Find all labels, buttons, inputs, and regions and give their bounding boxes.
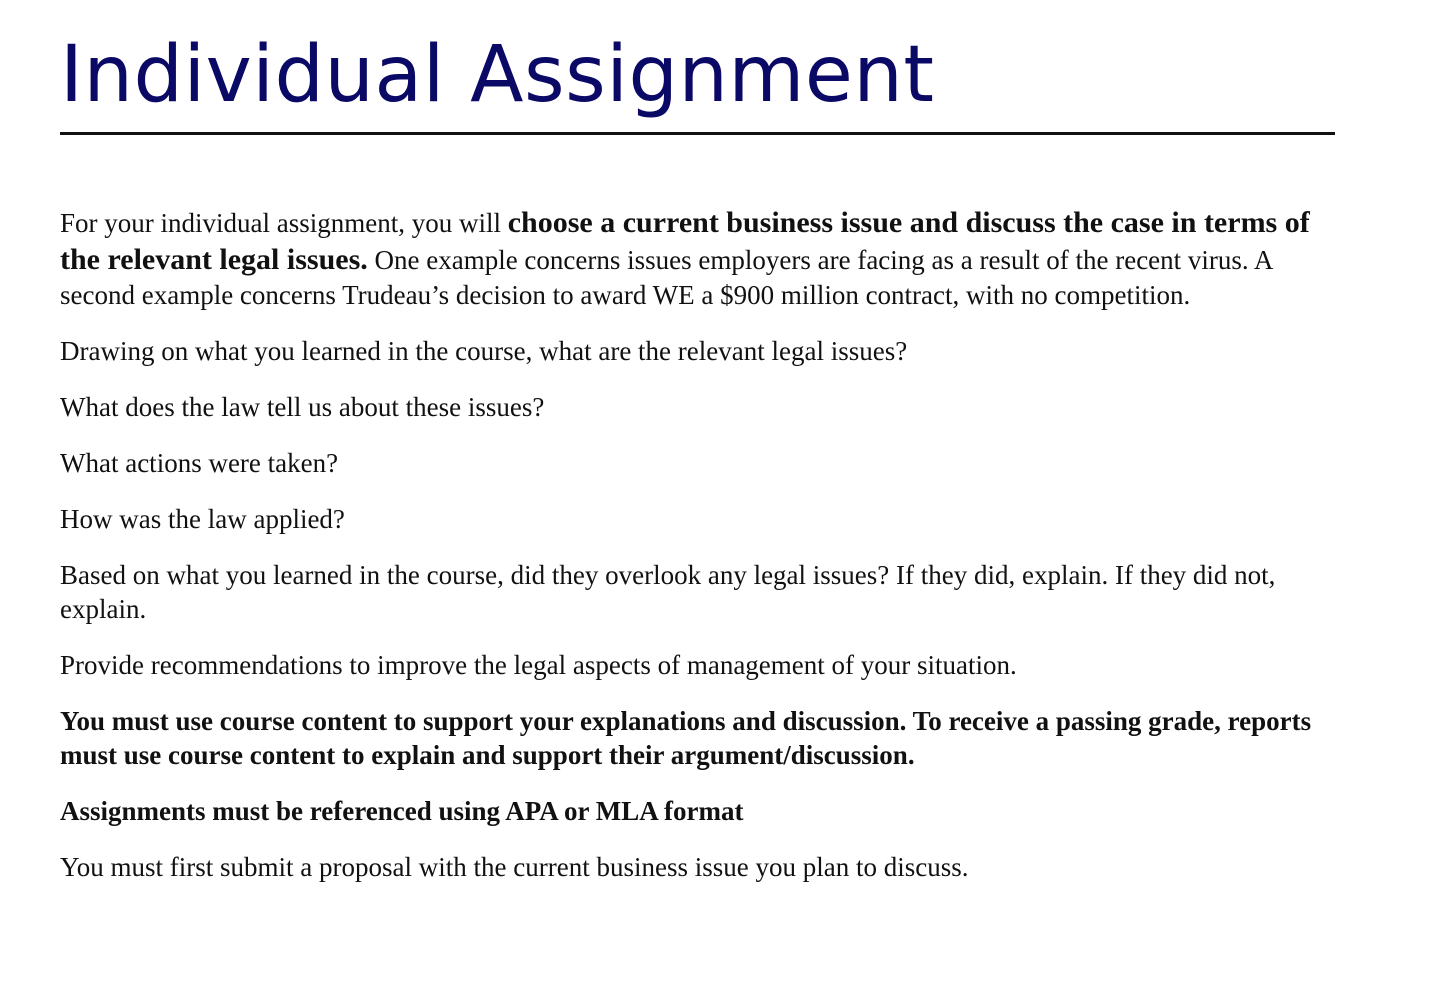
intro-emphasis: choose a current business issue and discuss the case in terms of the relevant legal issues. (60, 206, 1310, 276)
question-actions-taken: What actions were taken? (60, 448, 339, 478)
page-title: Individual Assignment (60, 30, 935, 120)
question-law-applied: How was the law applied? (60, 504, 345, 534)
title-divider (60, 132, 1335, 135)
intro-rest: One example concerns issues employers are facing as a result of the recent virus. A second example concerns Trudeau’s decision to award WE a $900 million contract, with no competition. (60, 245, 1272, 310)
submission-note: You must first submit a proposal with the current business issue you plan to discuss. (60, 852, 969, 882)
intro-lead: For your individual assignment, you will (60, 208, 508, 238)
intro-paragraph (60, 204, 1340, 312)
question-relevant-issues: Drawing on what you learned in the course, what are the relevant legal issues? (60, 336, 908, 366)
requirement-course-content: You must use course content to support your explanations and discussion. To receive a passing grade, reports must use course content to explain and support their argument/discussion. (60, 706, 1312, 770)
question-recommendations: Provide recommendations to improve the legal aspects of management of your situation. (60, 650, 1017, 680)
question-law-tells: What does the law tell us about these issues? (60, 392, 545, 422)
question-overlooked-issues: Based on what you learned in the course, did they overlook any legal issues? If they did, explain. If they did not, explain. (60, 560, 1276, 624)
requirement-referencing: Assignments must be referenced using APA or MLA format (60, 796, 744, 826)
assignment-body (60, 204, 1340, 906)
